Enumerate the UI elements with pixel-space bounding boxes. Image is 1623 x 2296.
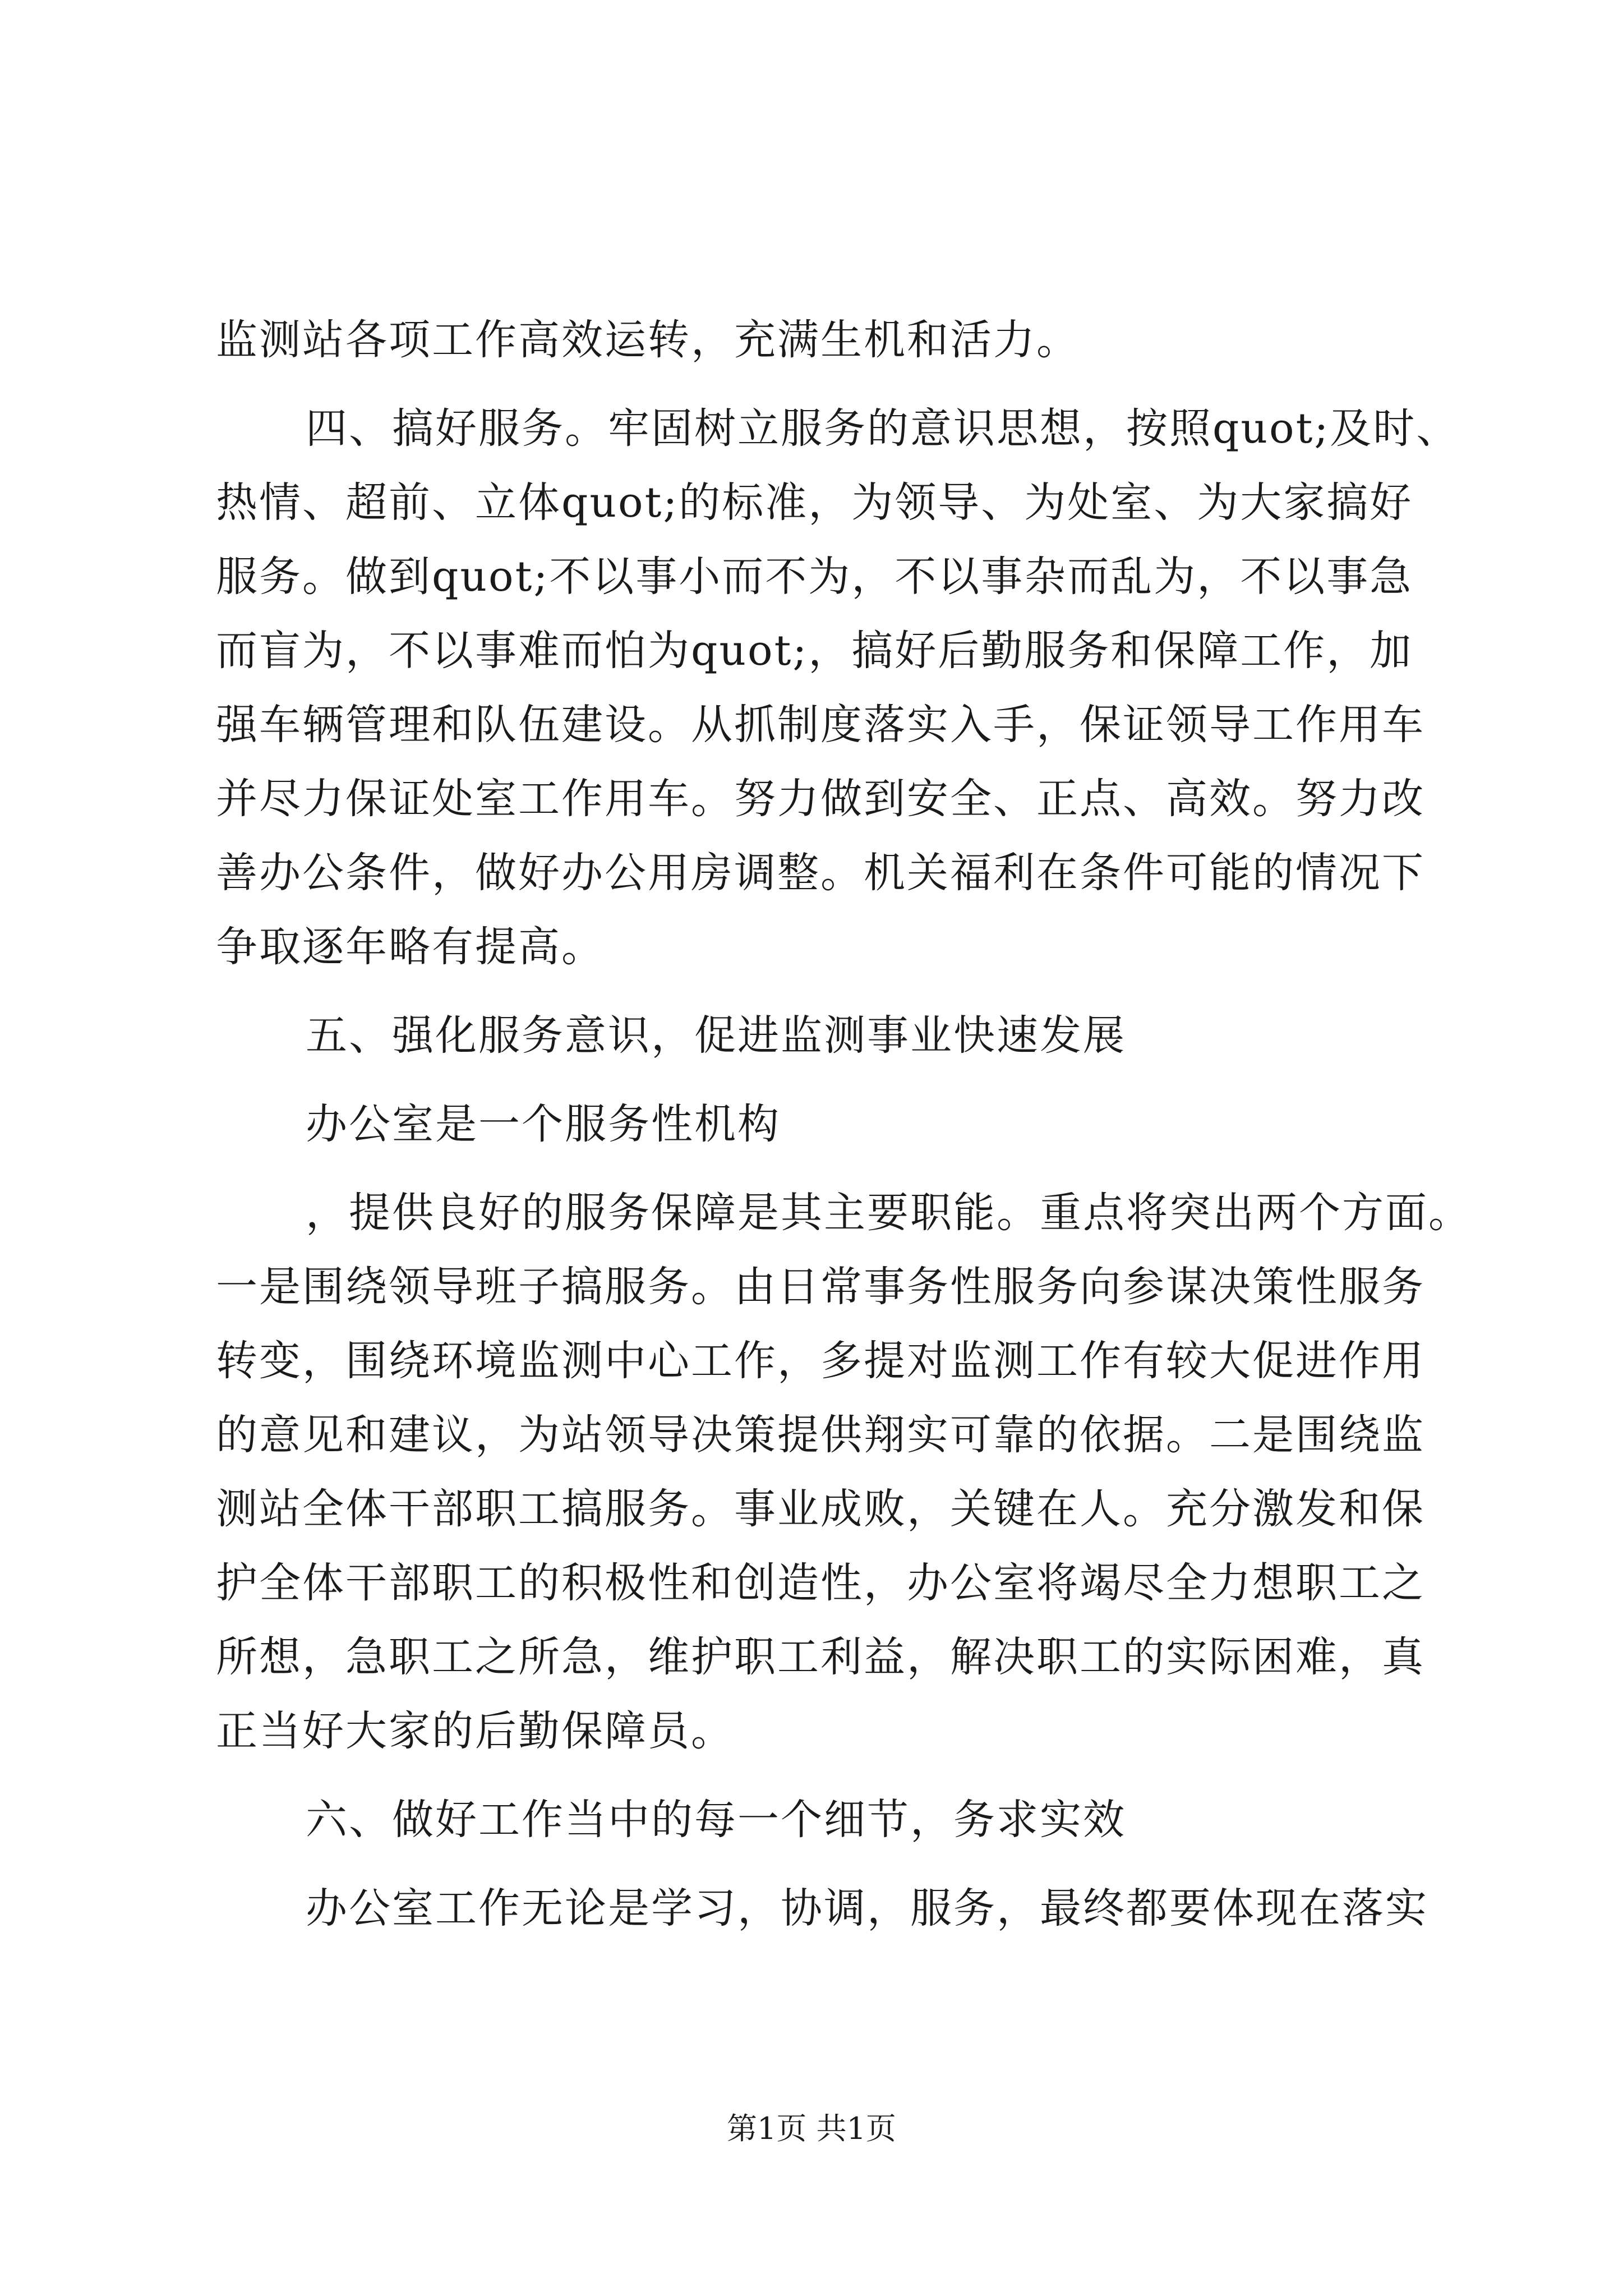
text-line: 热情、超前、立体quot;的标准，为领导、为处室、为大家搞好 bbox=[216, 478, 1413, 527]
section-heading: 六、做好工作当中的每一个细节，务求实效 bbox=[306, 1796, 1126, 1844]
text-line: ，提供良好的服务保障是其主要职能。重点将突出两个方面。 bbox=[306, 1189, 1472, 1237]
text-line: 办公室工作无论是学习，协调，服务，最终都要体现在落实 bbox=[306, 1884, 1428, 1932]
text-line: 转变，围绕环境监测中心工作，多提对监测工作有较大促进作用 bbox=[216, 1337, 1425, 1385]
text-line: 一是围绕领导班子搞服务。由日常事务性服务向参谋决策性服务 bbox=[216, 1263, 1425, 1311]
text-line: 正当好大家的后勤保障员。 bbox=[216, 1707, 734, 1755]
text-line: 办公室是一个服务性机构 bbox=[306, 1100, 781, 1148]
text-line: 而盲为，不以事难而怕为quot;，搞好后勤服务和保障工作，加 bbox=[216, 627, 1413, 675]
text-line: 护全体干部职工的积极性和创造性，办公室将竭尽全力想职工之 bbox=[216, 1559, 1425, 1607]
text-line: 测站全体干部职工搞服务。事业成败，关键在人。充分激发和保 bbox=[216, 1485, 1425, 1533]
text-line: 强车辆管理和队伍建设。从抓制度落实入手，保证领导工作用车 bbox=[216, 701, 1425, 749]
text-line: 四、搞好服务。牢固树立服务的意识思想，按照quot;及时、 bbox=[306, 404, 1460, 453]
text-line: 争取逐年略有提高。 bbox=[216, 923, 605, 971]
text-line: 善办公条件，做好办公用房调整。机关福利在条件可能的情况下 bbox=[216, 849, 1425, 897]
text-line: 所想，急职工之所急，维护职工利益，解决职工的实际困难，真 bbox=[216, 1633, 1425, 1681]
text-line: 的意见和建议，为站领导决策提供翔实可靠的依据。二是围绕监 bbox=[216, 1411, 1425, 1459]
text-line: 监测站各项工作高效运转，充满生机和活力。 bbox=[216, 316, 1080, 364]
section-heading: 五、强化服务意识，促进监测事业快速发展 bbox=[306, 1011, 1126, 1060]
text-line: 并尽力保证处室工作用车。努力做到安全、正点、高效。努力改 bbox=[216, 775, 1425, 823]
page-number-footer: 第1页 共1页 bbox=[727, 2111, 896, 2146]
text-line: 服务。做到quot;不以事小而不为，不以事杂而乱为，不以事急 bbox=[216, 553, 1413, 601]
